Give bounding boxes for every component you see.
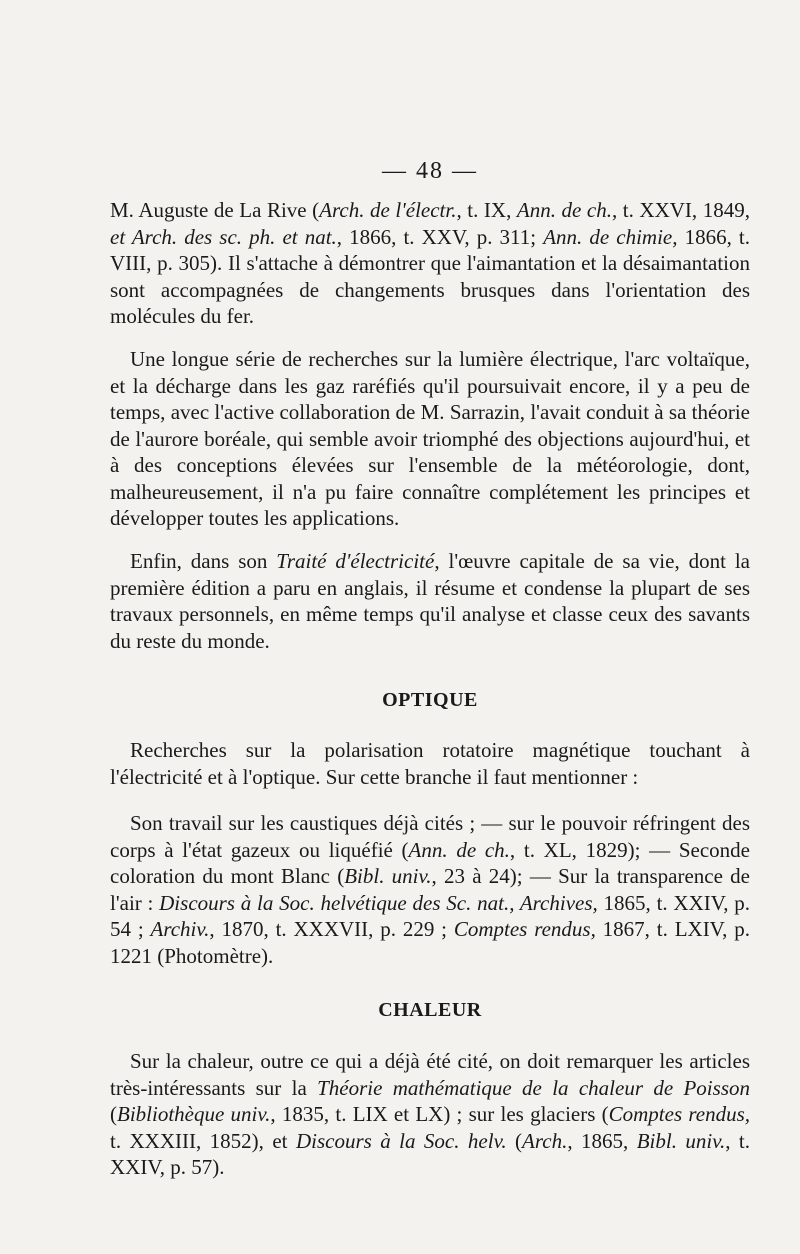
- citation-italic: Bibliothèque univ.: [117, 1102, 271, 1126]
- paragraph-polarisation: [110, 737, 750, 790]
- citation-italic: Ann. de chimie,: [543, 224, 678, 249]
- text-run: , 1870, t. XXXVII, p. 229 ;: [209, 917, 454, 941]
- citation-italic: Théorie mathématique de la chaleur de Poisson: [317, 1075, 750, 1100]
- text-run: M. Auguste de La Rive (: [110, 198, 320, 222]
- text-run: l'œuvre capitale de sa vie, dont la première édition a paru en anglais, il résume et condense la plupart de ses travaux personnels, en même temps qu'il analyse et classe ceux des savants du reste du monde.: [110, 549, 751, 653]
- text-run: , t. IX,: [456, 198, 517, 222]
- text-run: 1867, t. LXIV, p. 1221 (Photomètre).: [110, 917, 750, 968]
- text-run: Sur la chaleur, outre ce qui a déjà été cité, on doit remarquer les articles très-intéressants sur la: [110, 1049, 750, 1100]
- paragraph-lumiere-electrique: [110, 346, 750, 532]
- text-run: , 1835, t. LIX et LX) ; sur les glaciers (: [270, 1102, 609, 1126]
- paragraph-chaleur: [110, 1048, 750, 1181]
- citation-italic: Bibl. univ.: [344, 864, 432, 888]
- text-run: (: [110, 1102, 117, 1126]
- citation-italic: Traité d'électricité,: [276, 549, 440, 573]
- text-run: Enfin, dans son: [130, 549, 277, 573]
- text-run: , t. XXIV, p. 57).: [110, 1128, 751, 1179]
- text-run: , 23 à 24); — Sur la transparence de l'air :: [110, 864, 750, 915]
- citation-italic: Arch.: [522, 1128, 568, 1153]
- citation-italic: Ann. de ch.: [408, 837, 510, 862]
- page-number: — 48 —: [382, 158, 478, 184]
- text-run: , 1866, t. XXV, p. 311;: [336, 224, 544, 249]
- text-run: 1865, t. XXIV, p. 54 ;: [110, 890, 750, 941]
- citation-italic: et Arch. des sc. ph. et nat.: [110, 224, 337, 249]
- paragraph-traite-electricite: [110, 548, 750, 654]
- citation-italic: Bibl. univ.: [636, 1128, 726, 1153]
- citation-italic: Archiv.: [150, 917, 210, 941]
- citation-italic: Arch. de l'électr.: [319, 198, 457, 222]
- heading-optique: OPTIQUE: [382, 689, 478, 711]
- citation-italic: Discours à la Soc. helvétique des Sc. nat., Archives,: [159, 890, 598, 915]
- paragraph-caustiques: [110, 810, 750, 969]
- text-run: Son travail sur les caustiques déjà cités ; — sur le pouvoir réfringent des corps à l'état gazeux ou liquéfié (: [110, 811, 750, 862]
- citation-italic: Comptes rendus,: [608, 1102, 750, 1126]
- citation-italic: Ann. de ch.: [516, 198, 612, 222]
- citation-italic: Discours à la Soc. helv.: [295, 1128, 507, 1153]
- text-run: (: [506, 1128, 523, 1153]
- text-run: , 1865,: [567, 1128, 637, 1153]
- text-run: , t. XL, 1829); — Seconde coloration du mont Blanc (: [110, 837, 750, 888]
- citation-italic: Comptes rendus,: [453, 917, 596, 941]
- heading-chaleur: CHALEUR: [378, 999, 482, 1021]
- text-run: Recherches sur la polarisation rotatoire magnétique touchant à l'électricité et à l'optique. Sur cette branche il faut mentionner :: [110, 738, 750, 789]
- text-run: 1866, t. VIII, p. 305). Il s'attache à démontrer que l'aimantation et la désaimantation sont accompagnées de changements brusques dans l'orientation des molécules du fer.: [110, 224, 750, 328]
- text-run: t. XXXIII, 1852), et: [110, 1128, 296, 1153]
- text-run: , t. XXVI, 1849,: [611, 198, 750, 222]
- text-run: Une longue série de recherches sur la lumière électrique, l'arc voltaïque, et la décharge dans les gaz raréfiés qu'il poursuivait encore, il y a peu de temps, avec l'active collaboration de M. Sarrazin, l'avait conduit à sa théorie de l'aurore boréale, qui semble avoir triomphé des objections aujourd'hui, et à des conceptions élevées sur l'ensemble de la météorologie, dont, malheureusement, il n'a pu faire connaître complétement les principes et développer toutes les applications.: [110, 347, 750, 530]
- paragraph-la-rive: [110, 197, 750, 330]
